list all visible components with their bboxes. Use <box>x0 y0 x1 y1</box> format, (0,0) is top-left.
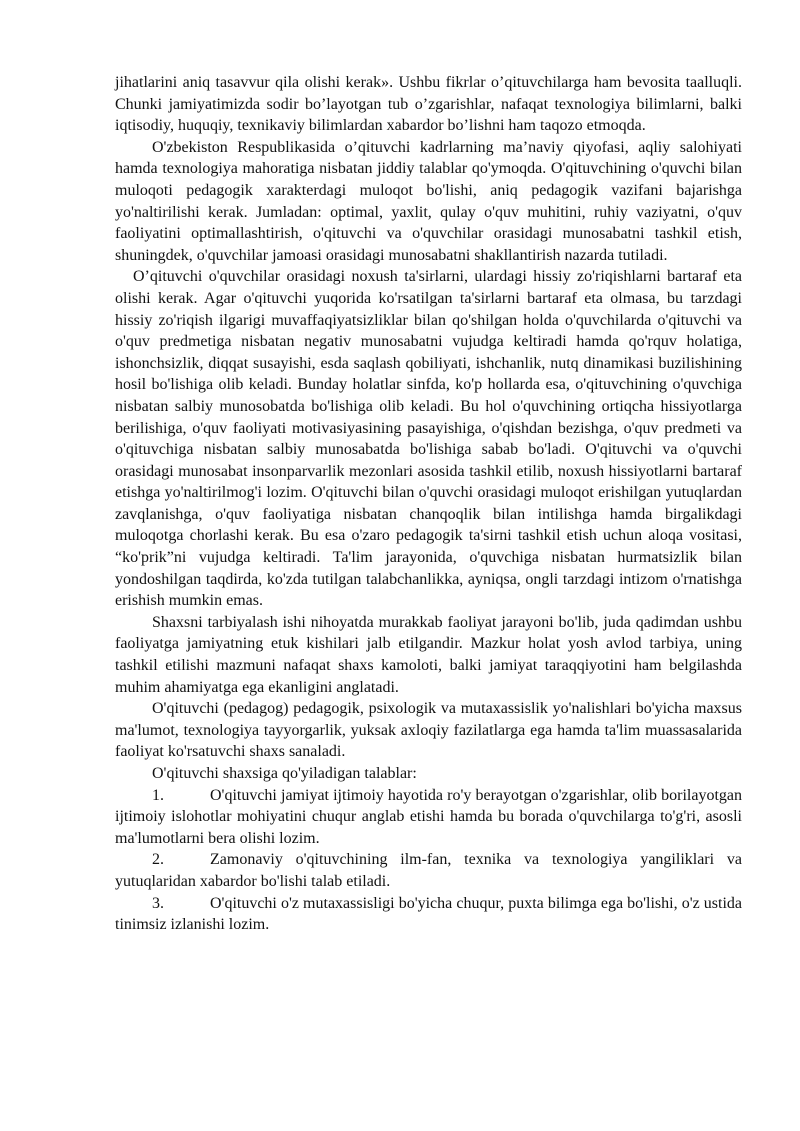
list-item <box>115 849 742 892</box>
list-item <box>115 893 742 936</box>
paragraph: O'qituvchi (pedagog) pedagogik, psixologik va mutaxassislik yo'nalishlari bo'yicha maxsus ma'lumot, texnologiya tayyorgarlik, yuksak axloqiy fazilatlarga ega hamda ta'lim muassasalarida faoliyat ko'rsatuvchi shaxs sanaladi. <box>115 700 742 761</box>
list-item-text: O'qituvchi o'z mutaxassisligi bo'yicha chuqur, puxta bilimga ega bo'lishi, o'z ustida tinimsiz izlanishi lozim. <box>115 894 742 934</box>
paragraph: Shaxsni tarbiyalash ishi nihoyatda murakkab faoliyat jarayoni bo'lib, juda qadimdan ushbu faoliyatga jamiyatning etuk kishilari jalb etilgandir. Mazkur holat yosh avlod tarbiya, uning tashkil etilishi mazmuni nafaqat shaxs kamoloti, balki jamiyat taraqqiyotini ham belgilashda muhim ahamiyatga ega ekanligini anglatadi. <box>115 613 742 696</box>
list-item-text: O'qituvchi jamiyat ijtimoiy hayotida ro'y berayotgan o'zgarishlar, olib borilayotgan ijtimoiy islohotlar mohiyatini chuqur anglab etishi hamda bu borada o'quvchilarga to'g'ri, asosli ma'lumotlarni bera olishi lozim. <box>115 786 742 847</box>
list-number: 1. <box>152 786 164 804</box>
paragraph: jihatlarini aniq tasavvur qila olishi kerak». Ushbu fikrlar o’qituvchilarga ham bevosita taalluqli. Chunki jamiyatimizda sodir bo’layotgan tub o’zgarishlar, nafaqat texnologiya bilimlarni, balki iqtisodiy, huquqiy, texnikaviy bilimlardan xabardor bo’lishni ham taqozo etmoqda. <box>115 74 742 135</box>
list-item-text: Zamonaviy o'qituvchining ilm-fan, texnika va texnologiya yangiliklari va yutuqlaridan xabardor bo'lishi talab etiladi. <box>115 851 742 890</box>
paragraph: O'zbekiston Respublikasida o’qituvchi kadrlarning ma’naviy qiyofasi, aqliy salohiyati hamda texnologiya mahoratiga nisbatan jiddiy talablar qo'ymoqda. O'qituvchining o'quvchi bilan muloqoti pedagogik xarakterdagi muloqot bo'lishi, aniq pedagogik vazifani bajarishga yo'naltirilishi kerak. Jumladan: optimal, yaxlit, qulay o'quv muhitini, ruhiy vaziyatni, o'quv faoliyatini optimallashtirish, o'qituvchi va o'quvchilar orasidagi munosabatni tashkil etish, shuningdek, o'quvchilar jamoasi orasidagi munosabatni shakllantirish nazarda tutiladi. <box>115 138 742 264</box>
paragraph: O’qituvchi o'quvchilar orasidagi noxush ta'sirlarni, ulardagi hissiy zo'riqishlarni bartaraf eta olishi kerak. Agar o'qituvchi yuqorida ko'rsatilgan ta'sirlarni bartaraf eta olmasa, bu tarzdagi hissiy zo'riqish ilgarigi muvaffaqiyatsizliklar bilan qo'shilgan holda o'quvchilarda o'qituvchi va o'quv predmetiga nisbatan negativ munosabatni vujudga keltiradi hamda qo'rquv holatiga, ishonchsizlik, diqqat susayishi, esda saqlash qobiliyati, ishchanlik, nutq dinamikasi buzilishining hosil bo'lishiga olib keladi. Bunday holatlar sinfda, ko'p hollarda esa, o'qituvchining o'quvchiga nisbatan salbiy munosobatda bo'lishiga olib keladi. Bu hol o'quvchining ortiqcha hissiyotlarga berilishiga, o'quv faoliyati motivasiyasining pasayishiga, o'qishdan bezishga, o'quv predmeti va o'qituvchiga nisbatan salbiy munosabatda bo'lishiga sabab bo'ladi. O'qituvchi va o'quvchi orasidagi munosabat insonparvarlik mezonlari asosida tashkil etilib, noxush hissiyotlarni bartaraf etishga yo'naltirilmog'i lozim. O'qituvchi bilan o'quvchi orasidagi muloqot erishilgan yutuqlardan zavqlanishga, o'quv faoliyatiga nisbatan chanqoqlik bilan intilishga hamda birgalikdagi muloqotga chorlashi kerak. Bu esa o'zaro pedagogik ta'sirni tashkil etish uchun aloqa vositasi, “ko'prik”ni vujudga keltiradi. Ta'lim jarayonida, o'quvchiga nisbatan hurmatsizlik bilan yondoshilgan taqdirda, ko'zda tutilgan talabchanlikka, ayniqsa, ongli tarzdagi intizom o'rnatishga erishish mumkin emas. <box>115 268 742 610</box>
list-number: 2. <box>152 851 164 869</box>
list-number: 3. <box>152 894 164 912</box>
list-heading: O'qituvchi shaxsiga qo'yiladigan talablar: <box>152 765 417 782</box>
list-item <box>115 785 742 850</box>
